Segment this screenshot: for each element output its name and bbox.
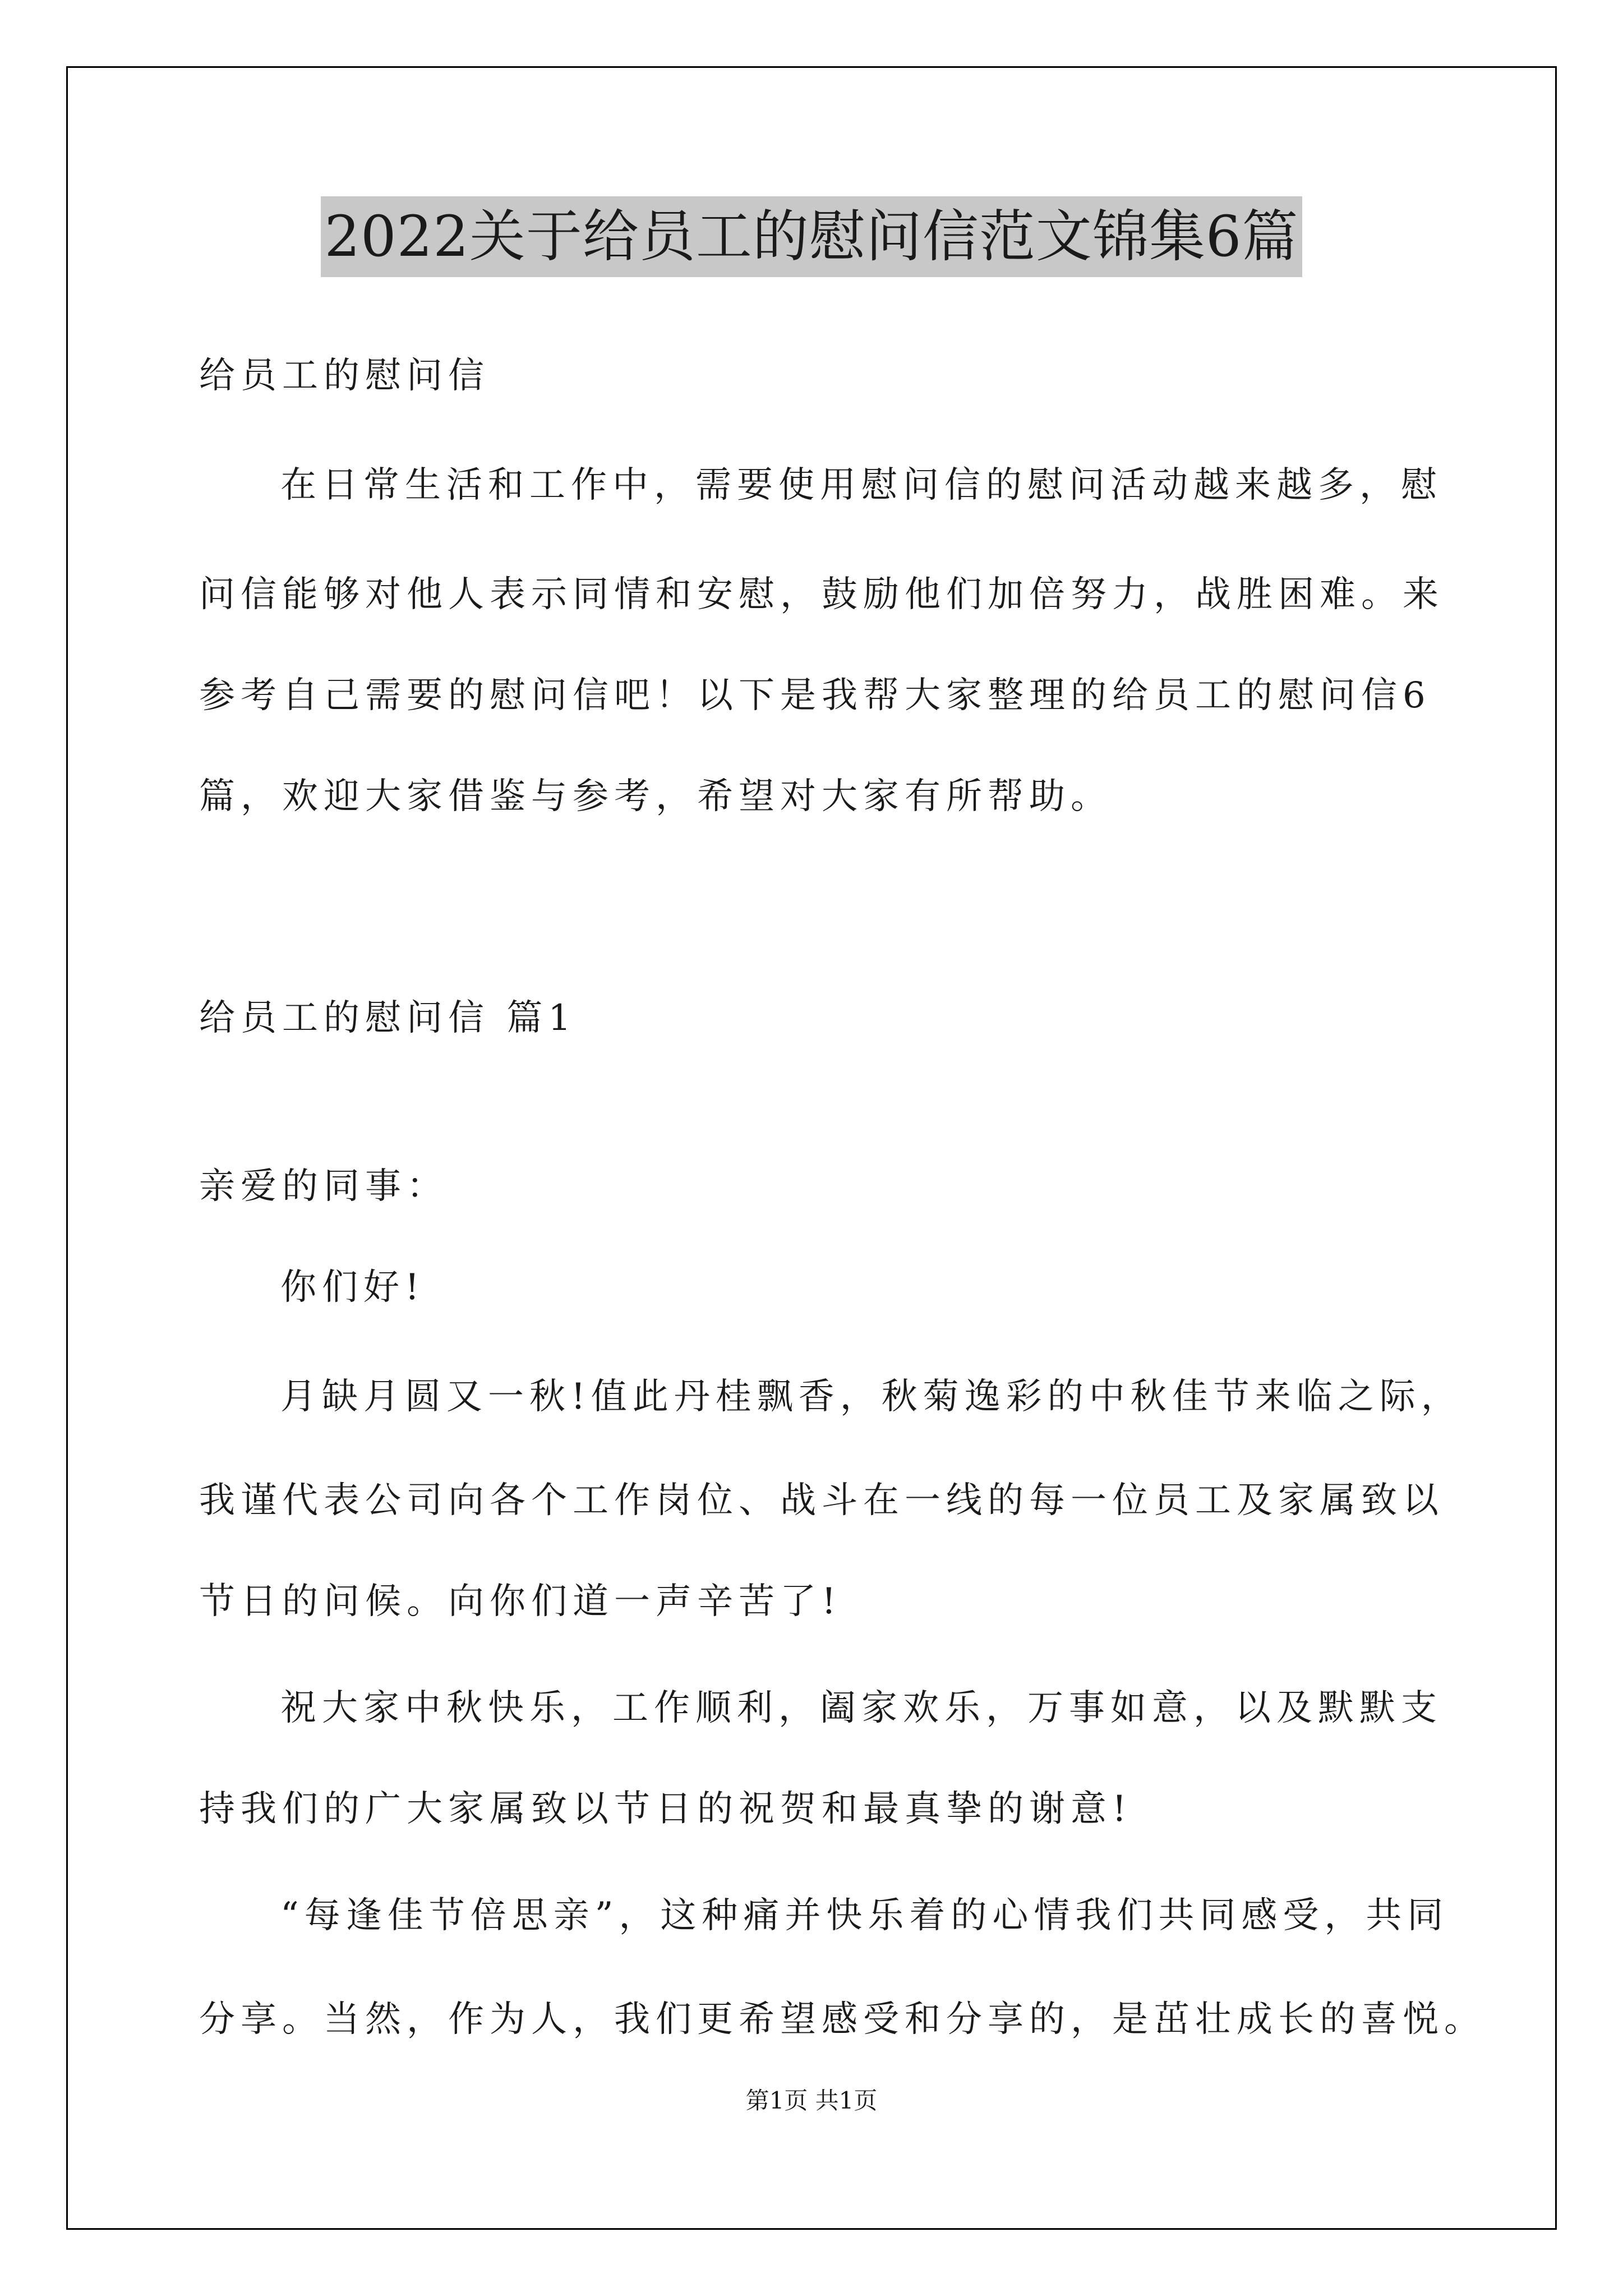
body-line: 我谨代表公司向各个工作岗位、战斗在一线的每一位员工及家属致以 bbox=[199, 1480, 1444, 1521]
body-line: “每逢佳节倍思亲”，这种痛并快乐着的心情我们共同感受，共同 bbox=[280, 1895, 1449, 1936]
intro-line: 参考自己需要的慰问信吧！以下是我帮大家整理的给员工的慰问信6 bbox=[199, 675, 1431, 716]
title-container bbox=[0, 196, 1623, 277]
body-line: 月缺月圆又一秋!值此丹桂飘香，秋菊逸彩的中秋佳节来临之际， bbox=[280, 1376, 1463, 1418]
body-line: 节日的问候。向你们道一声辛苦了! bbox=[199, 1581, 842, 1622]
letter-heading: 给员工的慰问信 篇1 bbox=[199, 997, 577, 1039]
section-heading: 给员工的慰问信 bbox=[199, 355, 490, 397]
body-line: 持我们的广大家属致以节日的祝贺和最真挚的谢意! bbox=[199, 1788, 1132, 1830]
page-footer: 第1页 共1页 bbox=[745, 2087, 878, 2114]
greeting: 你们好! bbox=[280, 1267, 425, 1308]
intro-line: 问信能够对他人表示同情和安慰，鼓励他们加倍努力，战胜困难。来 bbox=[199, 574, 1444, 615]
body-line: 祝大家中秋快乐，工作顺利，阖家欢乐，万事如意，以及默默支 bbox=[280, 1687, 1442, 1729]
document-title: 2022关于给员工的慰问信范文锦集6篇 bbox=[321, 196, 1302, 277]
intro-line: 在日常生活和工作中，需要使用慰问信的慰问活动越来越多，慰 bbox=[280, 464, 1442, 506]
intro-line: 篇，欢迎大家借鉴与参考，希望对大家有所帮助。 bbox=[199, 776, 1112, 817]
body-line: 分享。当然，作为人，我们更希望感受和分享的，是茁壮成长的喜悦。 bbox=[199, 1999, 1486, 2040]
salutation: 亲爱的同事： bbox=[199, 1166, 448, 1207]
